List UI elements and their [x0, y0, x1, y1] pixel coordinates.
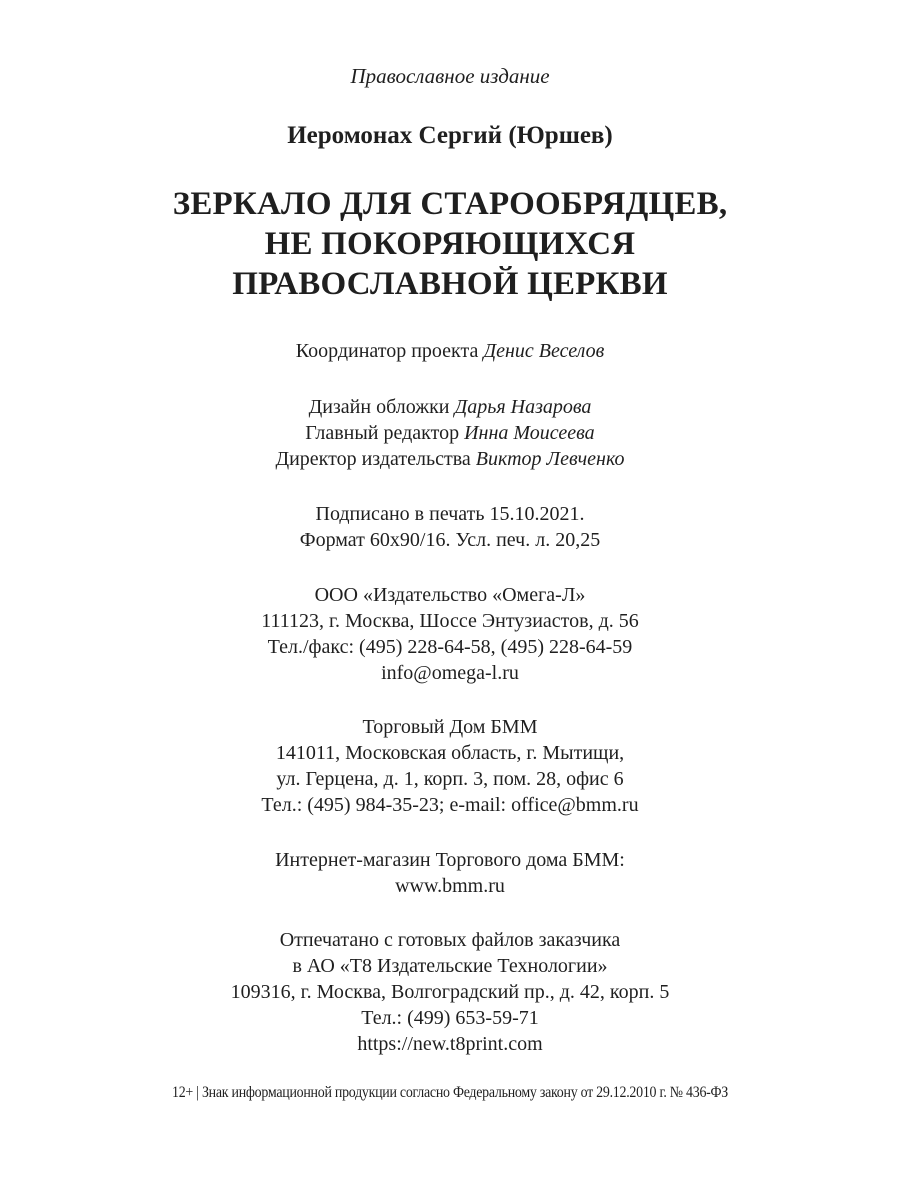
printer-line-1: Отпечатано с готовых файлов заказчика: [279, 929, 621, 951]
printer-address: 109316, г. Москва, Волгоградский пр., д. 42, корп. 5: [230, 981, 670, 1003]
credit-coordinator: [0, 340, 900, 363]
printer-url: https://new.t8print.com: [357, 1033, 543, 1055]
book-title-line-2: НЕ ПОКОРЯЮЩИХСЯ: [264, 226, 636, 262]
book-title-line-1: ЗЕРКАЛО ДЛЯ СТАРООБРЯДЦЕВ,: [172, 186, 728, 222]
trade-house-name: Торговый Дом БММ: [362, 716, 538, 738]
credit-role: Главный редактор: [305, 422, 460, 444]
credit-role: Дизайн обложки: [308, 396, 450, 418]
credit-cover-design: [0, 396, 900, 419]
publisher-address: 111123, г. Москва, Шоссе Энтузиастов, д. 56: [261, 610, 639, 632]
print-date: Подписано в печать 15.10.2021.: [315, 503, 585, 525]
credit-chief-editor: [0, 422, 900, 445]
author-name: Иеромонах Сергий (Юршев): [287, 122, 613, 149]
online-shop-url: www.bmm.ru: [395, 875, 505, 897]
trade-house-address-1: 141011, Московская область, г. Мытищи,: [275, 742, 625, 764]
trade-house-contacts: Тел.: (495) 984-35-23; e-mail: office@bmm.ru: [261, 794, 639, 816]
credit-name: Виктор Левченко: [475, 448, 625, 470]
publisher-name: ООО «Издательство «Омега-Л»: [314, 584, 586, 606]
credit-director: [0, 448, 900, 471]
credit-name: Дарья Назарова: [454, 396, 592, 418]
age-rating-notice: 12+ | Знак информационной продукции согласно Федеральному закону от 29.12.2010 г. № 436-ФЗ: [171, 1084, 729, 1101]
series-label: Православное издание: [350, 64, 550, 88]
online-shop-label: Интернет-магазин Торгового дома БММ:: [275, 849, 625, 871]
publisher-email: info@omega-l.ru: [381, 662, 519, 684]
credit-role: Директор издательства: [275, 448, 471, 470]
credit-name: Денис Веселов: [483, 340, 605, 362]
publisher-phone: Тел./факс: (495) 228-64-58, (495) 228-64-59: [267, 636, 633, 658]
printer-phone: Тел.: (499) 653-59-71: [361, 1007, 539, 1029]
book-title-line-3: ПРАВОСЛАВНОЙ ЦЕРКВИ: [232, 266, 668, 302]
print-format: Формат 60x90/16. Усл. печ. л. 20,25: [299, 529, 601, 551]
trade-house-address-2: ул. Герцена, д. 1, корп. 3, пом. 28, офис 6: [276, 768, 624, 790]
credit-role: Координатор проекта: [295, 340, 479, 362]
credit-name: Инна Моисеева: [464, 422, 595, 444]
printer-name: в АО «Т8 Издательские Технологии»: [292, 955, 608, 977]
